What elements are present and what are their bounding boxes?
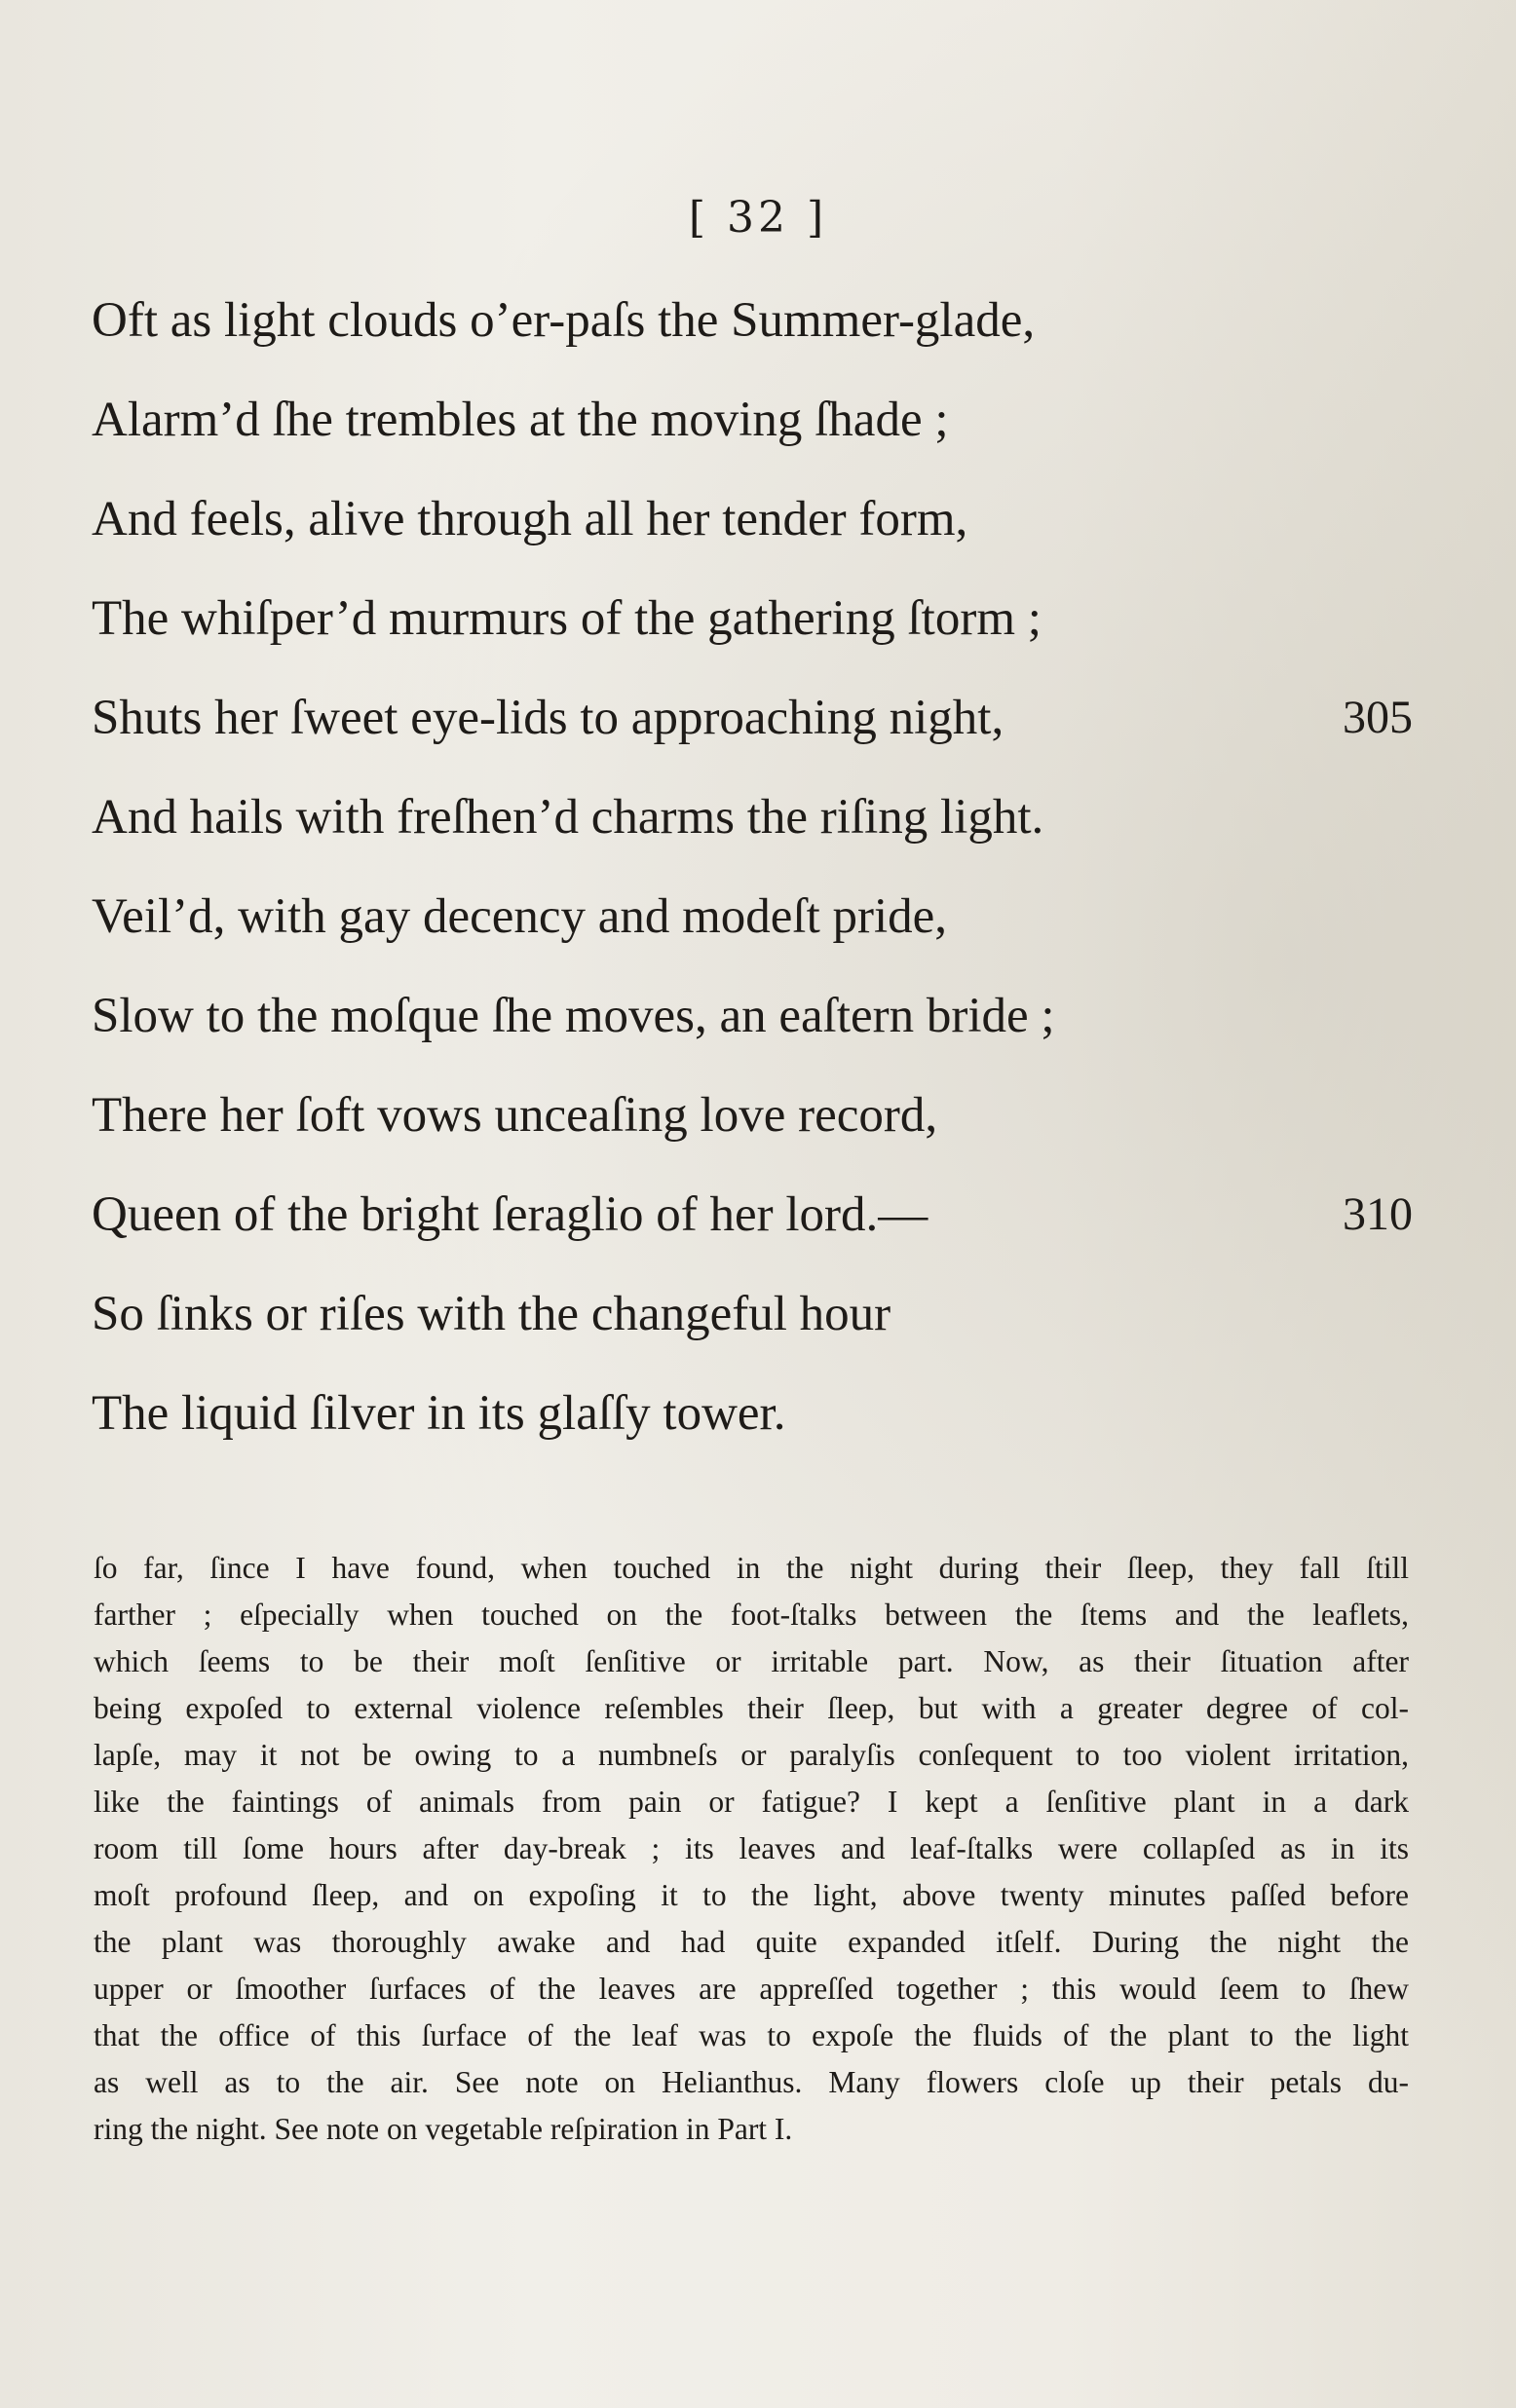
verse-text: So ſinks or riſes with the changeful hour bbox=[92, 1287, 891, 1341]
footnote-line: ſo far, ſince I have found, when touched in the night during their ſleep, they fall ſtill bbox=[94, 1551, 1409, 1585]
verse-text: Alarm’d ſhe trembles at the moving ſhade ; bbox=[92, 393, 949, 447]
footnote-line: that the office of this ſurface of the leaf was to expoſe the fluids of the plant to the light bbox=[94, 2018, 1409, 2052]
line-number: 310 bbox=[1343, 1188, 1413, 1240]
verse-text: Queen of the bright ſeraglio of her lord.— bbox=[92, 1187, 929, 1242]
footnote-line: room till ſome hours after day-break ; its leaves and leaf-ſtalks were collapſed as in its bbox=[94, 1831, 1409, 1865]
footnote bbox=[94, 1545, 1409, 2153]
verse-text: And feels, alive through all her tender form, bbox=[92, 492, 968, 546]
verse-line bbox=[92, 668, 1417, 768]
page-number: [ 32 ] bbox=[688, 193, 828, 243]
verse-line bbox=[92, 370, 1417, 470]
verse-line bbox=[92, 966, 1417, 1066]
footnote-line: being expoſed to external violence reſembles their ſleep, but with a greater degree of col- bbox=[94, 1691, 1409, 1725]
line-number: 305 bbox=[1343, 692, 1413, 743]
footnote-line: lapſe, may it not be owing to a numbneſs or paralyſis conſequent to too violent irritation, bbox=[94, 1738, 1409, 1772]
verse-line bbox=[92, 470, 1417, 569]
footnote-line: moſt profound ſleep, and on expoſing it to the light, above twenty minutes paſſed before bbox=[94, 1878, 1409, 1912]
footnote-line: upper or ſmoother ſurfaces of the leaves are appreſſed together ; this would ſeem to ſhew bbox=[94, 1972, 1409, 2006]
poem-verses bbox=[92, 271, 1417, 1463]
verse-line bbox=[92, 569, 1417, 668]
verse-line bbox=[92, 768, 1417, 867]
verse-line bbox=[92, 1165, 1417, 1264]
footnote-line: as well as to the air. See note on Helianthus. Many flowers cloſe up their petals du- bbox=[94, 2065, 1409, 2099]
verse-line bbox=[92, 1264, 1417, 1364]
footnote-line: like the faintings of animals from pain or fatigue? I kept a ſenſitive plant in a dark bbox=[94, 1785, 1409, 1819]
footnote-line: the plant was thoroughly awake and had quite expanded itſelf. During the night the bbox=[94, 1925, 1409, 1959]
footnote-line: ring the night. See note on vegetable reſpiration in Part I. bbox=[94, 2112, 793, 2146]
verse-text: Shuts her ſweet eye-lids to approaching night, bbox=[92, 691, 1004, 745]
verse-line bbox=[92, 1364, 1417, 1463]
verse-line bbox=[92, 1066, 1417, 1165]
verse-line bbox=[92, 867, 1417, 966]
footnote-line: farther ; eſpecially when touched on the foot-ſtalks between the ſtems and the leaflets, bbox=[94, 1598, 1409, 1632]
verse-text: The whiſper’d murmurs of the gathering ſtorm ; bbox=[92, 591, 1042, 646]
footnote-line: which ſeems to be their moſt ſenſitive or irritable part. Now, as their ſituation after bbox=[94, 1644, 1409, 1678]
verse-text: Slow to the moſque ſhe moves, an eaſtern bride ; bbox=[92, 989, 1055, 1043]
verse-text: And hails with freſhen’d charms the riſing light. bbox=[92, 790, 1044, 845]
verse-line bbox=[92, 271, 1417, 370]
verse-text: Oft as light clouds o’er-paſs the Summer-glade, bbox=[92, 293, 1036, 348]
verse-text: The liquid ſilver in its glaſſy tower. bbox=[92, 1386, 786, 1441]
verse-text: Veil’d, with gay decency and modeſt pride, bbox=[92, 889, 948, 944]
verse-text: There her ſoft vows unceaſing love record, bbox=[92, 1088, 938, 1143]
